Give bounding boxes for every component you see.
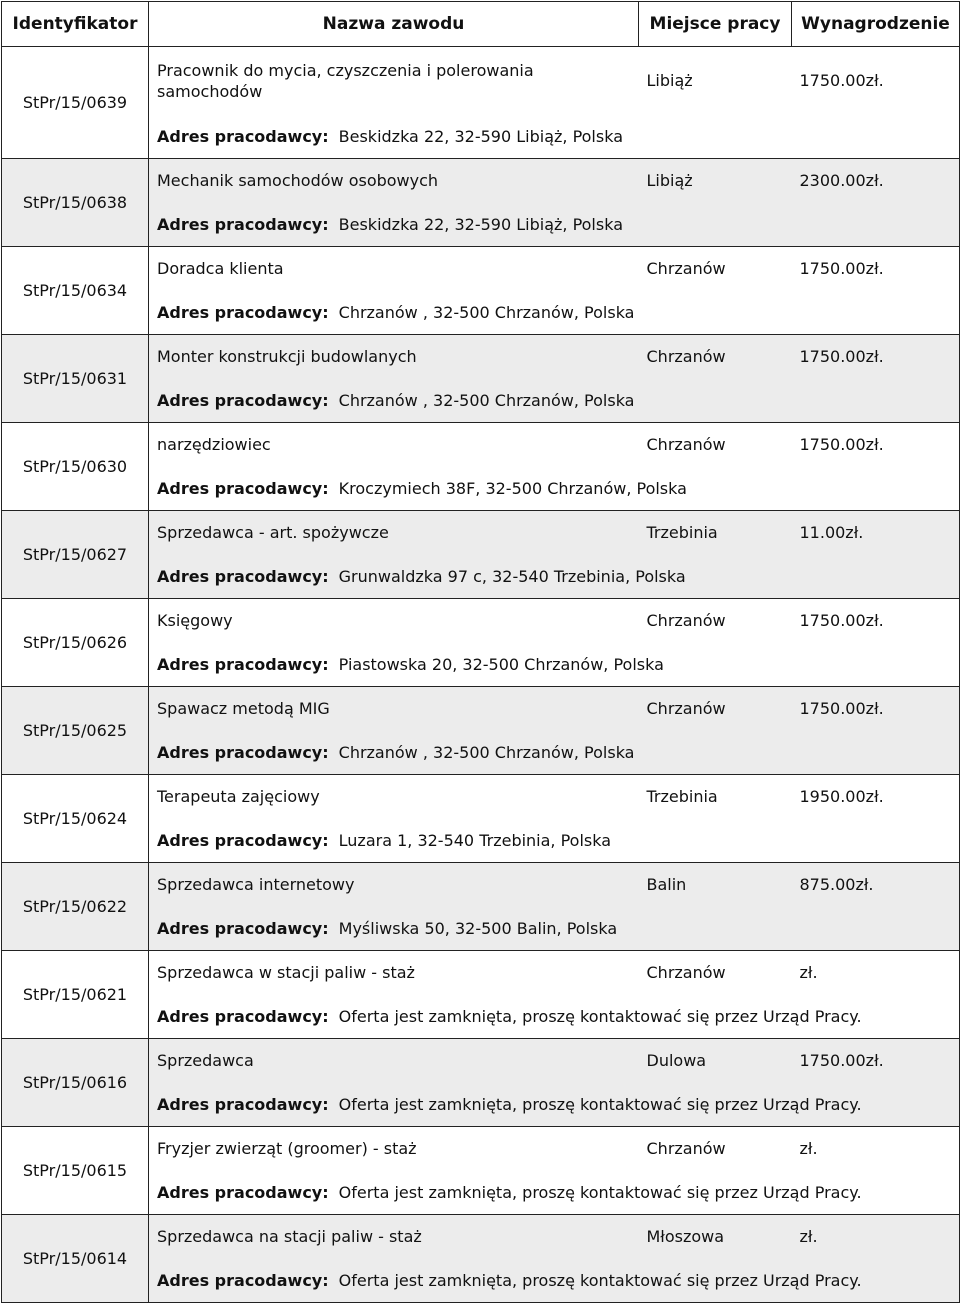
job-workplace: Libiąż	[639, 159, 792, 203]
job-title: Księgowy	[149, 599, 639, 643]
employer-address-label: Adres pracodawcy:	[157, 478, 329, 498]
job-workplace: Chrzanów	[639, 599, 792, 643]
employer-address-value: Piastowska 20, 32-500 Chrzanów, Polska	[338, 654, 664, 674]
employer-address-label: Adres pracodawcy:	[157, 302, 329, 322]
table-row	[2, 47, 960, 115]
employer-address-value: Beskidzka 22, 32-590 Libiąż, Polska	[338, 214, 623, 234]
job-workplace: Balin	[639, 863, 792, 907]
employer-address-label: Adres pracodawcy:	[157, 1094, 329, 1114]
job-salary: 1750.00zł.	[792, 47, 960, 115]
job-workplace: Chrzanów	[639, 1127, 792, 1171]
employer-address-label: Adres pracodawcy:	[157, 918, 329, 938]
job-salary: 1750.00zł.	[792, 687, 960, 731]
job-identifier: StPr/15/0624	[2, 775, 149, 863]
job-salary: 1750.00zł.	[792, 335, 960, 379]
employer-address-cell	[149, 467, 960, 511]
job-workplace: Chrzanów	[639, 247, 792, 291]
employer-address-label: Adres pracodawcy:	[157, 1006, 329, 1026]
employer-address-cell	[149, 1171, 960, 1215]
job-title: narzędziowiec	[149, 423, 639, 467]
header-workplace: Miejsce pracy	[639, 2, 792, 47]
employer-address-value: Oferta jest zamknięta, proszę kontaktować się przez Urząd Pracy.	[338, 1182, 862, 1202]
table-header-row	[2, 2, 960, 47]
job-workplace: Chrzanów	[639, 335, 792, 379]
header-identifier: Identyfikator	[2, 2, 149, 47]
employer-address-label: Adres pracodawcy:	[157, 1182, 329, 1202]
job-workplace: Chrzanów	[639, 951, 792, 995]
table-row	[2, 775, 960, 819]
employer-address-value: Kroczymiech 38F, 32-500 Chrzanów, Polska	[338, 478, 687, 498]
job-title: Sprzedawca na stacji paliw - staż	[149, 1215, 639, 1259]
employer-address-value: Oferta jest zamknięta, proszę kontaktować się przez Urząd Pracy.	[338, 1094, 862, 1114]
employer-address-label: Adres pracodawcy:	[157, 742, 329, 762]
table-row	[2, 1039, 960, 1083]
job-salary: 875.00zł.	[792, 863, 960, 907]
job-workplace: Trzebinia	[639, 511, 792, 555]
job-title: Mechanik samochodów osobowych	[149, 159, 639, 203]
employer-address-value: Beskidzka 22, 32-590 Libiąż, Polska	[338, 126, 623, 146]
employer-address-value: Chrzanów , 32-500 Chrzanów, Polska	[338, 742, 635, 762]
employer-address-label: Adres pracodawcy:	[157, 1270, 329, 1290]
employer-address-label: Adres pracodawcy:	[157, 214, 329, 234]
table-row	[2, 423, 960, 467]
employer-address-value: Chrzanów , 32-500 Chrzanów, Polska	[338, 302, 635, 322]
job-salary: 1750.00zł.	[792, 247, 960, 291]
job-identifier: StPr/15/0622	[2, 863, 149, 951]
table-row	[2, 335, 960, 379]
job-title: Sprzedawca	[149, 1039, 639, 1083]
job-title: Monter konstrukcji budowlanych	[149, 335, 639, 379]
header-salary: Wynagrodzenie	[792, 2, 960, 47]
job-salary: zł.	[792, 1127, 960, 1171]
employer-address-cell	[149, 731, 960, 775]
employer-address-value: Chrzanów , 32-500 Chrzanów, Polska	[338, 390, 635, 410]
employer-address-label: Adres pracodawcy:	[157, 126, 329, 146]
job-offers-table	[1, 1, 960, 1303]
job-identifier: StPr/15/0639	[2, 47, 149, 159]
job-title: Sprzedawca internetowy	[149, 863, 639, 907]
job-title: Fryzjer zwierząt (groomer) - staż	[149, 1127, 639, 1171]
employer-address-cell	[149, 1083, 960, 1127]
job-workplace: Chrzanów	[639, 687, 792, 731]
table-row	[2, 599, 960, 643]
employer-address-label: Adres pracodawcy:	[157, 390, 329, 410]
job-identifier: StPr/15/0631	[2, 335, 149, 423]
job-workplace: Dulowa	[639, 1039, 792, 1083]
employer-address-value: Oferta jest zamknięta, proszę kontaktować się przez Urząd Pracy.	[338, 1270, 862, 1290]
table-row	[2, 247, 960, 291]
header-job-title: Nazwa zawodu	[149, 2, 639, 47]
job-identifier: StPr/15/0626	[2, 599, 149, 687]
job-identifier: StPr/15/0614	[2, 1215, 149, 1303]
job-identifier: StPr/15/0615	[2, 1127, 149, 1215]
job-salary: 1750.00zł.	[792, 599, 960, 643]
employer-address-cell	[149, 379, 960, 423]
table-row	[2, 863, 960, 907]
job-title: Doradca klienta	[149, 247, 639, 291]
table-row	[2, 687, 960, 731]
job-identifier: StPr/15/0638	[2, 159, 149, 247]
job-identifier: StPr/15/0616	[2, 1039, 149, 1127]
job-workplace: Młoszowa	[639, 1215, 792, 1259]
employer-address-value: Luzara 1, 32-540 Trzebinia, Polska	[338, 830, 612, 850]
job-identifier: StPr/15/0627	[2, 511, 149, 599]
employer-address-label: Adres pracodawcy:	[157, 654, 329, 674]
table-row	[2, 511, 960, 555]
job-salary: zł.	[792, 1215, 960, 1259]
table-body	[2, 47, 960, 1303]
job-salary: 11.00zł.	[792, 511, 960, 555]
employer-address-cell	[149, 643, 960, 687]
job-salary: 1750.00zł.	[792, 1039, 960, 1083]
job-identifier: StPr/15/0621	[2, 951, 149, 1039]
table-row	[2, 1215, 960, 1259]
employer-address-value: Oferta jest zamknięta, proszę kontaktować się przez Urząd Pracy.	[338, 1006, 862, 1026]
job-salary: zł.	[792, 951, 960, 995]
employer-address-cell	[149, 819, 960, 863]
job-title: Sprzedawca w stacji paliw - staż	[149, 951, 639, 995]
employer-address-cell	[149, 203, 960, 247]
job-identifier: StPr/15/0630	[2, 423, 149, 511]
table-row	[2, 951, 960, 995]
employer-address-cell	[149, 907, 960, 951]
job-title: Terapeuta zajęciowy	[149, 775, 639, 819]
employer-address-cell	[149, 115, 960, 159]
employer-address-label: Adres pracodawcy:	[157, 830, 329, 850]
employer-address-value: Grunwaldzka 97 c, 32-540 Trzebinia, Polska	[338, 566, 686, 586]
job-title: Sprzedawca - art. spożywcze	[149, 511, 639, 555]
job-salary: 1950.00zł.	[792, 775, 960, 819]
employer-address-label: Adres pracodawcy:	[157, 566, 329, 586]
job-identifier: StPr/15/0634	[2, 247, 149, 335]
job-workplace: Chrzanów	[639, 423, 792, 467]
job-identifier: StPr/15/0625	[2, 687, 149, 775]
job-title: Spawacz metodą MIG	[149, 687, 639, 731]
employer-address-cell	[149, 1259, 960, 1303]
job-salary: 2300.00zł.	[792, 159, 960, 203]
table-row	[2, 1127, 960, 1171]
employer-address-cell	[149, 995, 960, 1039]
employer-address-value: Myśliwska 50, 32-500 Balin, Polska	[338, 918, 618, 938]
employer-address-cell	[149, 291, 960, 335]
table-row	[2, 159, 960, 203]
job-salary: 1750.00zł.	[792, 423, 960, 467]
job-workplace: Trzebinia	[639, 775, 792, 819]
job-workplace: Libiąż	[639, 47, 792, 115]
job-title: Pracownik do mycia, czyszczenia i polerowania samochodów	[149, 47, 639, 115]
employer-address-cell	[149, 555, 960, 599]
